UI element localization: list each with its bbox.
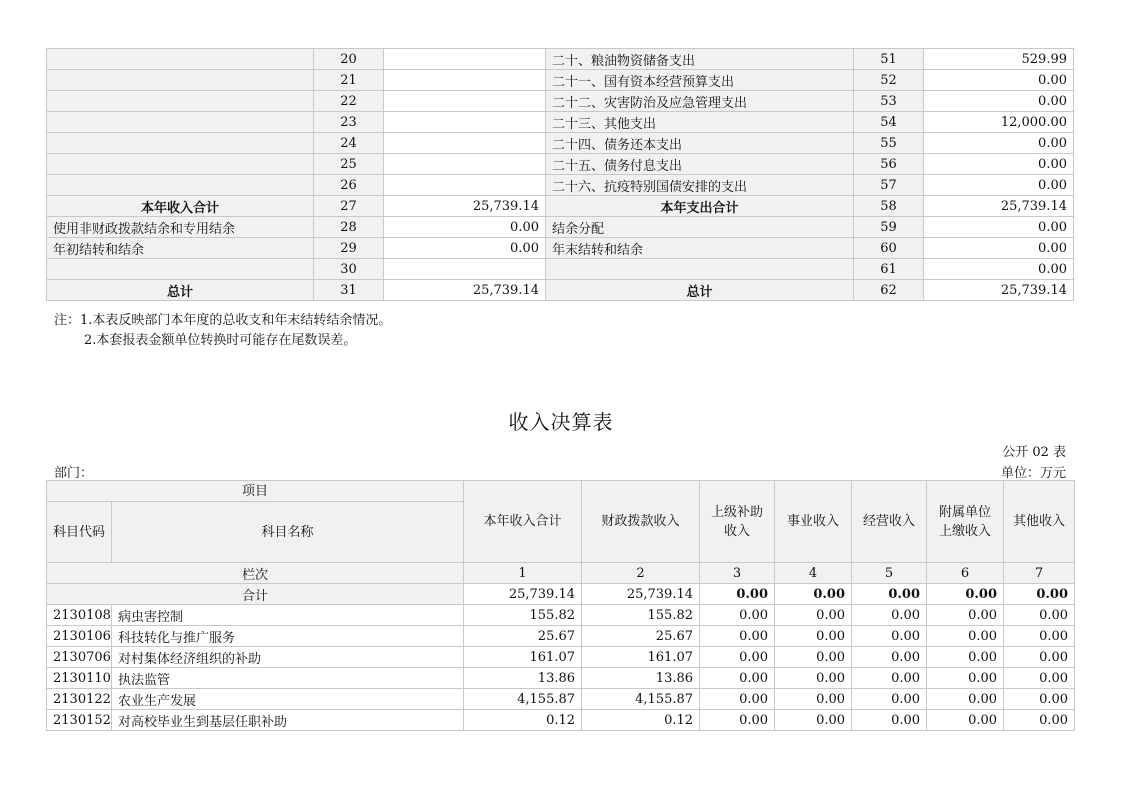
income-row bbox=[47, 647, 1075, 668]
expense-row-number: 54 bbox=[854, 112, 924, 133]
income-amount: 0.00 bbox=[384, 238, 546, 259]
expense-amount: 0.00 bbox=[924, 91, 1074, 112]
expense-row-number: 53 bbox=[854, 91, 924, 112]
income-item-name bbox=[47, 175, 314, 196]
income-value: 0.00 bbox=[700, 689, 775, 710]
income-value: 13.86 bbox=[464, 668, 582, 689]
summary-table bbox=[46, 48, 1074, 301]
income-row-number: 23 bbox=[314, 112, 384, 133]
income-value: 4,155.87 bbox=[582, 689, 700, 710]
income-row-number: 27 bbox=[314, 196, 384, 217]
income-item-name bbox=[47, 112, 314, 133]
total-row bbox=[47, 584, 1075, 605]
income-value: 0.12 bbox=[582, 710, 700, 731]
subject-code: 2130152 bbox=[47, 710, 112, 731]
income-row-number: 31 bbox=[314, 280, 384, 301]
income-amount bbox=[384, 49, 546, 70]
income-amount bbox=[384, 154, 546, 175]
expense-amount: 0.00 bbox=[924, 133, 1074, 154]
header-code: 科目代码 bbox=[47, 502, 112, 563]
expense-amount: 0.00 bbox=[924, 259, 1074, 280]
subject-code: 2130122 bbox=[47, 689, 112, 710]
income-table-title: 收入决算表 bbox=[508, 410, 614, 434]
income-row bbox=[47, 689, 1075, 710]
income-value: 0.00 bbox=[927, 647, 1004, 668]
column-number: 7 bbox=[1004, 563, 1075, 584]
header-col-2: 财政拨款收入 bbox=[582, 481, 700, 563]
expense-row-number: 52 bbox=[854, 70, 924, 91]
note-line-1: 注：1.本表反映部门本年度的总收支和年末结转结余情况。 bbox=[54, 313, 392, 328]
income-value: 0.00 bbox=[700, 668, 775, 689]
income-value: 0.00 bbox=[927, 605, 1004, 626]
expense-item-name: 二十三、其他支出 bbox=[546, 112, 854, 133]
income-value: 0.00 bbox=[852, 605, 927, 626]
income-amount: 25,739.14 bbox=[384, 196, 546, 217]
income-amount bbox=[384, 133, 546, 154]
income-item-name: 年初结转和结余 bbox=[47, 238, 314, 259]
income-value: 155.82 bbox=[464, 605, 582, 626]
column-number: 3 bbox=[700, 563, 775, 584]
income-value: 0.00 bbox=[927, 710, 1004, 731]
income-value: 0.00 bbox=[700, 647, 775, 668]
unit-label: 单位：万元 bbox=[1000, 466, 1066, 481]
expense-item-name: 二十二、灾害防治及应急管理支出 bbox=[546, 91, 854, 112]
income-item-name bbox=[47, 259, 314, 280]
header-col-6: 附属单位上缴收入 bbox=[927, 481, 1004, 563]
summary-row bbox=[47, 238, 1074, 259]
expense-row-number: 55 bbox=[854, 133, 924, 154]
header-col-1: 本年收入合计 bbox=[464, 481, 582, 563]
income-amount bbox=[384, 175, 546, 196]
column-number-label: 栏次 bbox=[47, 563, 464, 584]
subject-code: 2130106 bbox=[47, 626, 112, 647]
expense-row-number: 60 bbox=[854, 238, 924, 259]
subject-name: 对村集体经济组织的补助 bbox=[112, 647, 464, 668]
note-line-2: 2.本套报表金额单位转换时可能存在尾数误差。 bbox=[84, 333, 357, 348]
expense-item-name: 二十六、抗疫特别国债安排的支出 bbox=[546, 175, 854, 196]
expense-row-number: 57 bbox=[854, 175, 924, 196]
income-value: 0.00 bbox=[1004, 626, 1075, 647]
expense-amount: 25,739.14 bbox=[924, 280, 1074, 301]
header-col-4: 事业收入 bbox=[775, 481, 852, 563]
total-value: 0.00 bbox=[1004, 584, 1075, 605]
expense-row-number: 59 bbox=[854, 217, 924, 238]
expense-item-name bbox=[546, 259, 854, 280]
expense-row-number: 61 bbox=[854, 259, 924, 280]
expense-item-name: 本年支出合计 bbox=[546, 196, 854, 217]
income-value: 0.12 bbox=[464, 710, 582, 731]
subject-name: 科技转化与推广服务 bbox=[112, 626, 464, 647]
income-value: 0.00 bbox=[775, 626, 852, 647]
income-value: 161.07 bbox=[464, 647, 582, 668]
income-item-name bbox=[47, 91, 314, 112]
summary-row bbox=[47, 175, 1074, 196]
summary-table-body bbox=[47, 49, 1074, 301]
income-value: 0.00 bbox=[700, 710, 775, 731]
income-item-name bbox=[47, 133, 314, 154]
income-table-body bbox=[47, 605, 1075, 731]
income-row-number: 22 bbox=[314, 91, 384, 112]
income-item-name bbox=[47, 49, 314, 70]
income-value: 0.00 bbox=[775, 668, 852, 689]
income-amount: 0.00 bbox=[384, 217, 546, 238]
expense-item-name: 二十、粮油物资储备支出 bbox=[546, 49, 854, 70]
expense-amount: 0.00 bbox=[924, 238, 1074, 259]
income-value: 4,155.87 bbox=[464, 689, 582, 710]
income-row-number: 28 bbox=[314, 217, 384, 238]
summary-row bbox=[47, 280, 1074, 301]
income-value: 0.00 bbox=[700, 626, 775, 647]
summary-row bbox=[47, 133, 1074, 154]
subject-name: 病虫害控制 bbox=[112, 605, 464, 626]
department-label: 部门： bbox=[54, 466, 94, 481]
income-row bbox=[47, 668, 1075, 689]
income-value: 0.00 bbox=[927, 689, 1004, 710]
total-label: 合计 bbox=[47, 584, 464, 605]
summary-row bbox=[47, 91, 1074, 112]
income-value: 161.07 bbox=[582, 647, 700, 668]
income-row-number: 20 bbox=[314, 49, 384, 70]
summary-row bbox=[47, 259, 1074, 280]
income-amount bbox=[384, 70, 546, 91]
total-value: 0.00 bbox=[775, 584, 852, 605]
column-number: 2 bbox=[582, 563, 700, 584]
expense-row-number: 58 bbox=[854, 196, 924, 217]
income-value: 0.00 bbox=[852, 710, 927, 731]
total-value: 25,739.14 bbox=[582, 584, 700, 605]
expense-row-number: 51 bbox=[854, 49, 924, 70]
income-value: 0.00 bbox=[775, 689, 852, 710]
income-value: 0.00 bbox=[852, 626, 927, 647]
column-number: 6 bbox=[927, 563, 1004, 584]
expense-amount: 529.99 bbox=[924, 49, 1074, 70]
income-value: 0.00 bbox=[1004, 647, 1075, 668]
subject-code: 2130706 bbox=[47, 647, 112, 668]
income-item-name: 使用非财政拨款结余和专用结余 bbox=[47, 217, 314, 238]
expense-item-name: 结余分配 bbox=[546, 217, 854, 238]
subject-code: 2130110 bbox=[47, 668, 112, 689]
total-value: 0.00 bbox=[700, 584, 775, 605]
income-amount bbox=[384, 112, 546, 133]
income-item-name: 总计 bbox=[47, 280, 314, 301]
header-name: 科目名称 bbox=[112, 502, 464, 563]
income-value: 0.00 bbox=[927, 668, 1004, 689]
income-row-number: 24 bbox=[314, 133, 384, 154]
income-row bbox=[47, 626, 1075, 647]
summary-row bbox=[47, 154, 1074, 175]
income-table bbox=[46, 480, 1075, 731]
income-value: 0.00 bbox=[775, 605, 852, 626]
summary-row bbox=[47, 196, 1074, 217]
expense-amount: 0.00 bbox=[924, 217, 1074, 238]
income-value: 0.00 bbox=[1004, 710, 1075, 731]
income-value: 25.67 bbox=[582, 626, 700, 647]
form-code: 公开 02 表 bbox=[1002, 445, 1066, 460]
summary-row bbox=[47, 49, 1074, 70]
income-value: 0.00 bbox=[927, 626, 1004, 647]
expense-item-name: 二十四、债务还本支出 bbox=[546, 133, 854, 154]
summary-row bbox=[47, 112, 1074, 133]
income-value: 0.00 bbox=[700, 605, 775, 626]
expense-amount: 12,000.00 bbox=[924, 112, 1074, 133]
header-project: 项目 bbox=[47, 481, 464, 502]
column-number: 4 bbox=[775, 563, 852, 584]
income-value: 25.67 bbox=[464, 626, 582, 647]
income-row-number: 29 bbox=[314, 238, 384, 259]
income-value: 0.00 bbox=[852, 689, 927, 710]
income-item-name bbox=[47, 154, 314, 175]
income-row bbox=[47, 710, 1075, 731]
income-value: 155.82 bbox=[582, 605, 700, 626]
total-value: 25,739.14 bbox=[464, 584, 582, 605]
income-amount: 25,739.14 bbox=[384, 280, 546, 301]
header-col-7: 其他收入 bbox=[1004, 481, 1075, 563]
subject-name: 农业生产发展 bbox=[112, 689, 464, 710]
subject-name: 执法监管 bbox=[112, 668, 464, 689]
income-row-number: 25 bbox=[314, 154, 384, 175]
expense-amount: 0.00 bbox=[924, 154, 1074, 175]
expense-item-name: 年末结转和结余 bbox=[546, 238, 854, 259]
subject-name: 对高校毕业生到基层任职补助 bbox=[112, 710, 464, 731]
expense-row-number: 62 bbox=[854, 280, 924, 301]
expense-amount: 25,739.14 bbox=[924, 196, 1074, 217]
income-value: 0.00 bbox=[852, 668, 927, 689]
expense-item-name: 二十五、债务付息支出 bbox=[546, 154, 854, 175]
income-item-name bbox=[47, 70, 314, 91]
income-value: 0.00 bbox=[852, 647, 927, 668]
expense-row-number: 56 bbox=[854, 154, 924, 175]
expense-amount: 0.00 bbox=[924, 175, 1074, 196]
income-value: 0.00 bbox=[1004, 605, 1075, 626]
summary-row bbox=[47, 217, 1074, 238]
expense-item-name: 总计 bbox=[546, 280, 854, 301]
income-row bbox=[47, 605, 1075, 626]
income-item-name: 本年收入合计 bbox=[47, 196, 314, 217]
header-col-5: 经营收入 bbox=[852, 481, 927, 563]
income-value: 13.86 bbox=[582, 668, 700, 689]
income-value: 0.00 bbox=[1004, 689, 1075, 710]
income-value: 0.00 bbox=[1004, 668, 1075, 689]
income-amount bbox=[384, 259, 546, 280]
summary-row bbox=[47, 70, 1074, 91]
header-col-3: 上级补助收入 bbox=[700, 481, 775, 563]
total-value: 0.00 bbox=[927, 584, 1004, 605]
income-value: 0.00 bbox=[775, 647, 852, 668]
column-number-row bbox=[47, 563, 1075, 584]
income-row-number: 26 bbox=[314, 175, 384, 196]
income-amount bbox=[384, 91, 546, 112]
column-number: 1 bbox=[464, 563, 582, 584]
total-value: 0.00 bbox=[852, 584, 927, 605]
expense-item-name: 二十一、国有资本经营预算支出 bbox=[546, 70, 854, 91]
income-value: 0.00 bbox=[775, 710, 852, 731]
income-row-number: 30 bbox=[314, 259, 384, 280]
column-number: 5 bbox=[852, 563, 927, 584]
expense-amount: 0.00 bbox=[924, 70, 1074, 91]
subject-code: 2130108 bbox=[47, 605, 112, 626]
income-row-number: 21 bbox=[314, 70, 384, 91]
